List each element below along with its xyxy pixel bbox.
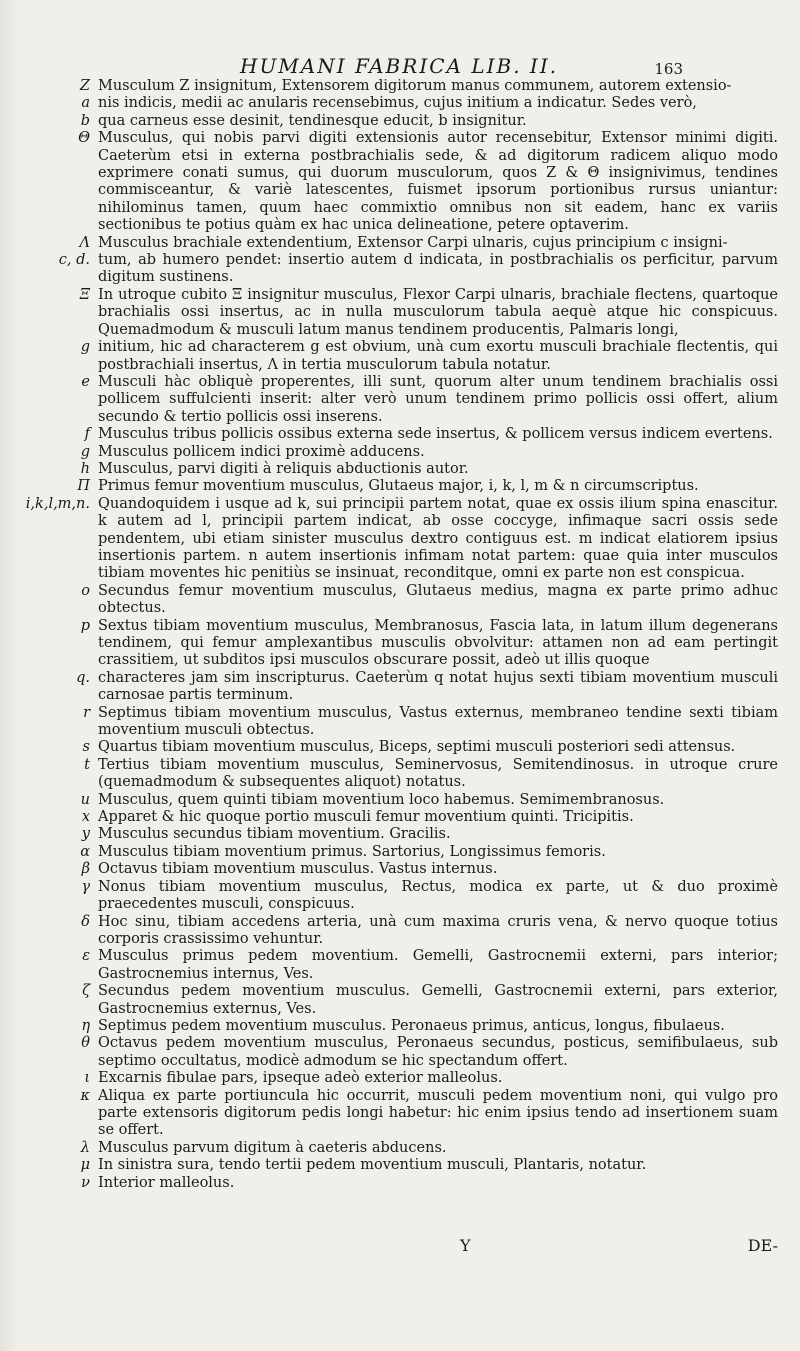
entry bbox=[0, 844, 800, 861]
entry-text: Secundus femur moventium musculus, Glutaeus medius, magna ex parte primo adhuc obtectus. bbox=[98, 582, 778, 617]
entry bbox=[0, 670, 800, 705]
entry-marker: Θ bbox=[78, 130, 90, 147]
entry bbox=[0, 78, 800, 95]
entry-marker: η bbox=[81, 1017, 90, 1034]
entry-text: Musculus tibiam moventium primus. Sartorius, Longissimus femoris. bbox=[98, 843, 606, 860]
page-number: 163 bbox=[654, 60, 683, 78]
entry bbox=[0, 826, 800, 843]
entry-text: In sinistra sura, tendo tertii pedem moventium musculi, Plantaris, notatur. bbox=[98, 1157, 647, 1174]
entry-text: Sextus tibiam moventium musculus, Membranosus, Fascia lata, in latum illum degenerans tendinem, qui femur amplexantibus musculis obvolvitur: attamen non ad eam pertingit crassitiem, ut subditos ipsi musculos obscurare possit, adeò ut illis quoque bbox=[98, 617, 778, 669]
entry-marker: x bbox=[81, 809, 90, 826]
entry-marker: a bbox=[81, 95, 90, 112]
entry-marker: Π bbox=[77, 478, 90, 495]
entry-marker: y bbox=[81, 826, 90, 843]
entry-marker: α bbox=[80, 843, 90, 860]
page-footer bbox=[0, 1236, 800, 1260]
entry bbox=[0, 1035, 800, 1070]
entry-marker: b bbox=[80, 112, 90, 129]
entry bbox=[0, 618, 800, 670]
entry bbox=[0, 374, 800, 426]
entry-marker: ν bbox=[81, 1174, 90, 1191]
entry-marker: e bbox=[81, 373, 90, 390]
entry-text: Musculus, quem quinti tibiam moventium loco habemus. Semimembranosus. bbox=[98, 791, 665, 808]
entry-text: Excarnis fibulae pars, ipseque adeò exterior malleolus. bbox=[98, 1070, 503, 1087]
entries-list bbox=[0, 78, 800, 1192]
entry bbox=[0, 444, 800, 461]
running-title: HUMANI FABRICA LIB. II. bbox=[240, 54, 559, 78]
entry-text: Musculus pollicem indici proximè adducens. bbox=[98, 443, 425, 460]
entry bbox=[0, 287, 800, 339]
entry-text: Quandoquidem i usque ad k, sui principii partem notat, quae ex ossis ilium spina enascitur. k autem ad l, principii partem indicat, ab osse coccyge, infimaque sacri ossis sede pendentem, ubi etiam sinister musculus dextro contiguus est. m indicat elatiorem ipsius insertionis partem. n autem insertionis infimam notat partem: quae quia inter musculos tibiam moventes hic penitiùs se insinuat, reconditque, omni ex parte non est conspicua. bbox=[98, 495, 778, 582]
entry-marker: f bbox=[84, 426, 90, 443]
entry-text: nis indicis, medii ac anularis recensebimus, cujus initium a indicatur. Sedes verò, bbox=[98, 95, 697, 112]
entry-text: Octavus pedem moventium musculus, Peronaeus secundus, posticus, semifibulaeus, sub septimo occultatus, modicè admodum se hic spectandum offert. bbox=[98, 1035, 778, 1069]
entry-text: Hoc sinu, tibiam accedens arteria, unà cum maxima cruris vena, & nervo quoque totius corporis crassissimo vehuntur. bbox=[98, 913, 778, 947]
entry bbox=[0, 705, 800, 740]
entry bbox=[0, 861, 800, 878]
entry-marker: β bbox=[81, 861, 90, 878]
entry bbox=[0, 1070, 800, 1087]
entry-text: Musculus secundus tibiam moventium. Gracilis. bbox=[98, 826, 451, 843]
entry-text: tum, ab humero pendet: insertio autem d indicata, in postbrachialis os perficitur, parvum digitum sustinens. bbox=[98, 252, 778, 286]
entry-marker: u bbox=[80, 791, 90, 808]
entry-marker: κ bbox=[80, 1087, 90, 1104]
entry-marker: i,k,l,m,n. bbox=[25, 495, 90, 512]
entry-text: Musculum Z insignitum, Extensorem digitorum manus communem, autorem extensio- bbox=[98, 78, 732, 94]
entry-marker: t bbox=[84, 756, 90, 773]
entry-text: Interior malleolus. bbox=[98, 1174, 235, 1191]
entry-marker: c, d. bbox=[58, 252, 90, 269]
entry-marker: ζ bbox=[82, 983, 90, 1000]
entry-marker: ι bbox=[84, 1070, 90, 1087]
entry-marker: Ξ bbox=[79, 286, 90, 303]
entry-text: Apparet & hic quoque portio musculi femur moventium quinti. Tricipitis. bbox=[98, 809, 634, 826]
entry bbox=[0, 809, 800, 826]
entry-marker: o bbox=[81, 582, 90, 599]
entry bbox=[0, 1088, 800, 1140]
entry-text: Musculus parvum digitum à caeteris abducens. bbox=[98, 1139, 447, 1156]
entry-text: Musculus primus pedem moventium. Gemelli, Gastrocnemii externi, pars interior; Gastrocnemius internus, Ves. bbox=[98, 948, 778, 982]
entry-text: initium, hic ad characterem g est obvium, unà cum exortu musculi brachiale flectentis, qui postbrachiali insertus, Λ in tertia musculorum tabula notatur. bbox=[98, 339, 778, 373]
entry-text: Nonus tibiam moventium musculus, Rectus, modica ex parte, ut & duo proximè praecedentes musculi, conspicuus. bbox=[98, 878, 778, 913]
entry-marker: ε bbox=[82, 948, 90, 965]
entry-text: characteres jam sim inscripturus. Caeterùm q notat hujus sexti tibiam moventium musculi carnosae partis terminum. bbox=[98, 669, 778, 704]
entry-text: Musculus brachiale extendentium, Extensor Carpi ulnaris, cujus principium c insigni- bbox=[98, 234, 728, 251]
entry-text: Musculus, parvi digiti à reliquis abductionis autor. bbox=[98, 460, 469, 477]
entry-text: Musculi hàc obliquè properentes, illi sunt, quorum alter unum tendinem brachialis ossi pollicem suffulcienti inserit: alter verò unum tendinem primo pollicis ossi offert, alium secundo & tertio pollicis ossi inserens. bbox=[98, 373, 778, 425]
entry bbox=[0, 1175, 800, 1192]
entry-marker: θ bbox=[81, 1035, 90, 1052]
entry-marker: q. bbox=[76, 669, 90, 686]
catchword: DE- bbox=[747, 1236, 778, 1255]
entry bbox=[0, 235, 800, 252]
entry bbox=[0, 113, 800, 130]
entry-marker: γ bbox=[81, 878, 90, 895]
entry-text: Primus femur moventium musculus, Glutaeus major, i, k, l, m & n circumscriptus. bbox=[98, 478, 699, 495]
entry bbox=[0, 339, 800, 374]
entry-marker: r bbox=[83, 704, 90, 721]
entry bbox=[0, 879, 800, 914]
entry bbox=[0, 914, 800, 949]
entry bbox=[0, 948, 800, 983]
entry-text: Septimus tibiam moventium musculus, Vastus externus, membraneo tendine sexti tibiam moventium musculi obtectus. bbox=[98, 704, 778, 739]
entry bbox=[0, 461, 800, 478]
entry-marker: h bbox=[80, 460, 90, 477]
entry bbox=[0, 739, 800, 756]
entry bbox=[0, 1140, 800, 1157]
entry-text: Quartus tibiam moventium musculus, Biceps, septimi musculi posteriori sedi attensus. bbox=[98, 739, 736, 756]
entry-marker: s bbox=[82, 739, 90, 756]
entry bbox=[0, 252, 800, 287]
entry-text: Aliqua ex parte portiuncula hic occurrit, musculi pedem moventium noni, qui vulgo pro parte extensoris digitorum pedis longi habetur: hic enim ipsius tendo ad insertionem suam se offert. bbox=[98, 1087, 778, 1139]
entry-marker: λ bbox=[80, 1139, 90, 1156]
entry-marker: μ bbox=[80, 1157, 90, 1174]
entry-text: Musculus, qui nobis parvi digiti extensionis autor recensebitur, Extensor minimi digiti. Caeterùm etsi in externa postbrachialis sede, & ad digitorum radicem aliquo modo exprimere conati sumus, qui duorum musculorum, quos Z & Θ insignivimus, tendines commisceantur, & variè latescentes, fuismet ipsorum portionibus rursus uniantur: nihilominus tamen, quum haec commixtio omnibus non sit eadem, hanc ex variis sectionibus te potius quàm ex hac unica delineatione, petere optaverim. bbox=[98, 130, 778, 234]
entry-marker: g bbox=[80, 339, 90, 356]
entry-text: In utroque cubito Ξ insignitur musculus, Flexor Carpi ulnaris, brachiale flectens, quartoque brachialis ossi insertus, ac in nulla musculorum tabula aequè atque hic conspicuus. Quemadmodum & musculi latum manus tendinem producentis, Palmaris longi, bbox=[98, 286, 778, 338]
entry-text: Octavus tibiam moventium musculus. Vastus internus. bbox=[98, 861, 498, 878]
entry bbox=[0, 792, 800, 809]
entry-text: qua carneus esse desinit, tendinesque educit, b insignitur. bbox=[98, 112, 527, 129]
signature-mark: Y bbox=[460, 1236, 471, 1255]
entry-text: Secundus pedem moventium musculus. Gemelli, Gastrocnemii externi, pars exterior, Gastrocnemius externus, Ves. bbox=[98, 983, 778, 1017]
entry-marker: g bbox=[80, 443, 90, 460]
entry bbox=[0, 130, 800, 234]
entry bbox=[0, 95, 800, 112]
entry bbox=[0, 496, 800, 583]
entry-text: Tertius tibiam moventium musculus, Seminervosus, Semitendinosus. in utroque crure (quemadmodum & subsequentes aliquot) notatus. bbox=[98, 756, 778, 791]
entry bbox=[0, 426, 800, 443]
entry-marker: Λ bbox=[79, 234, 90, 251]
entry-text: Septimus pedem moventium musculus. Peronaeus primus, anticus, longus, fibulaeus. bbox=[98, 1017, 725, 1034]
entry bbox=[0, 757, 800, 792]
entry bbox=[0, 1018, 800, 1035]
entry bbox=[0, 983, 800, 1018]
entry bbox=[0, 1157, 800, 1174]
entry-marker: p bbox=[80, 617, 90, 634]
entry bbox=[0, 583, 800, 618]
entry-text: Musculus tribus pollicis ossibus externa sede insertus, & pollicem versus indicem evertens. bbox=[98, 426, 773, 443]
entry-marker: Z bbox=[79, 78, 90, 94]
entry bbox=[0, 478, 800, 495]
entry-marker: δ bbox=[81, 913, 90, 930]
